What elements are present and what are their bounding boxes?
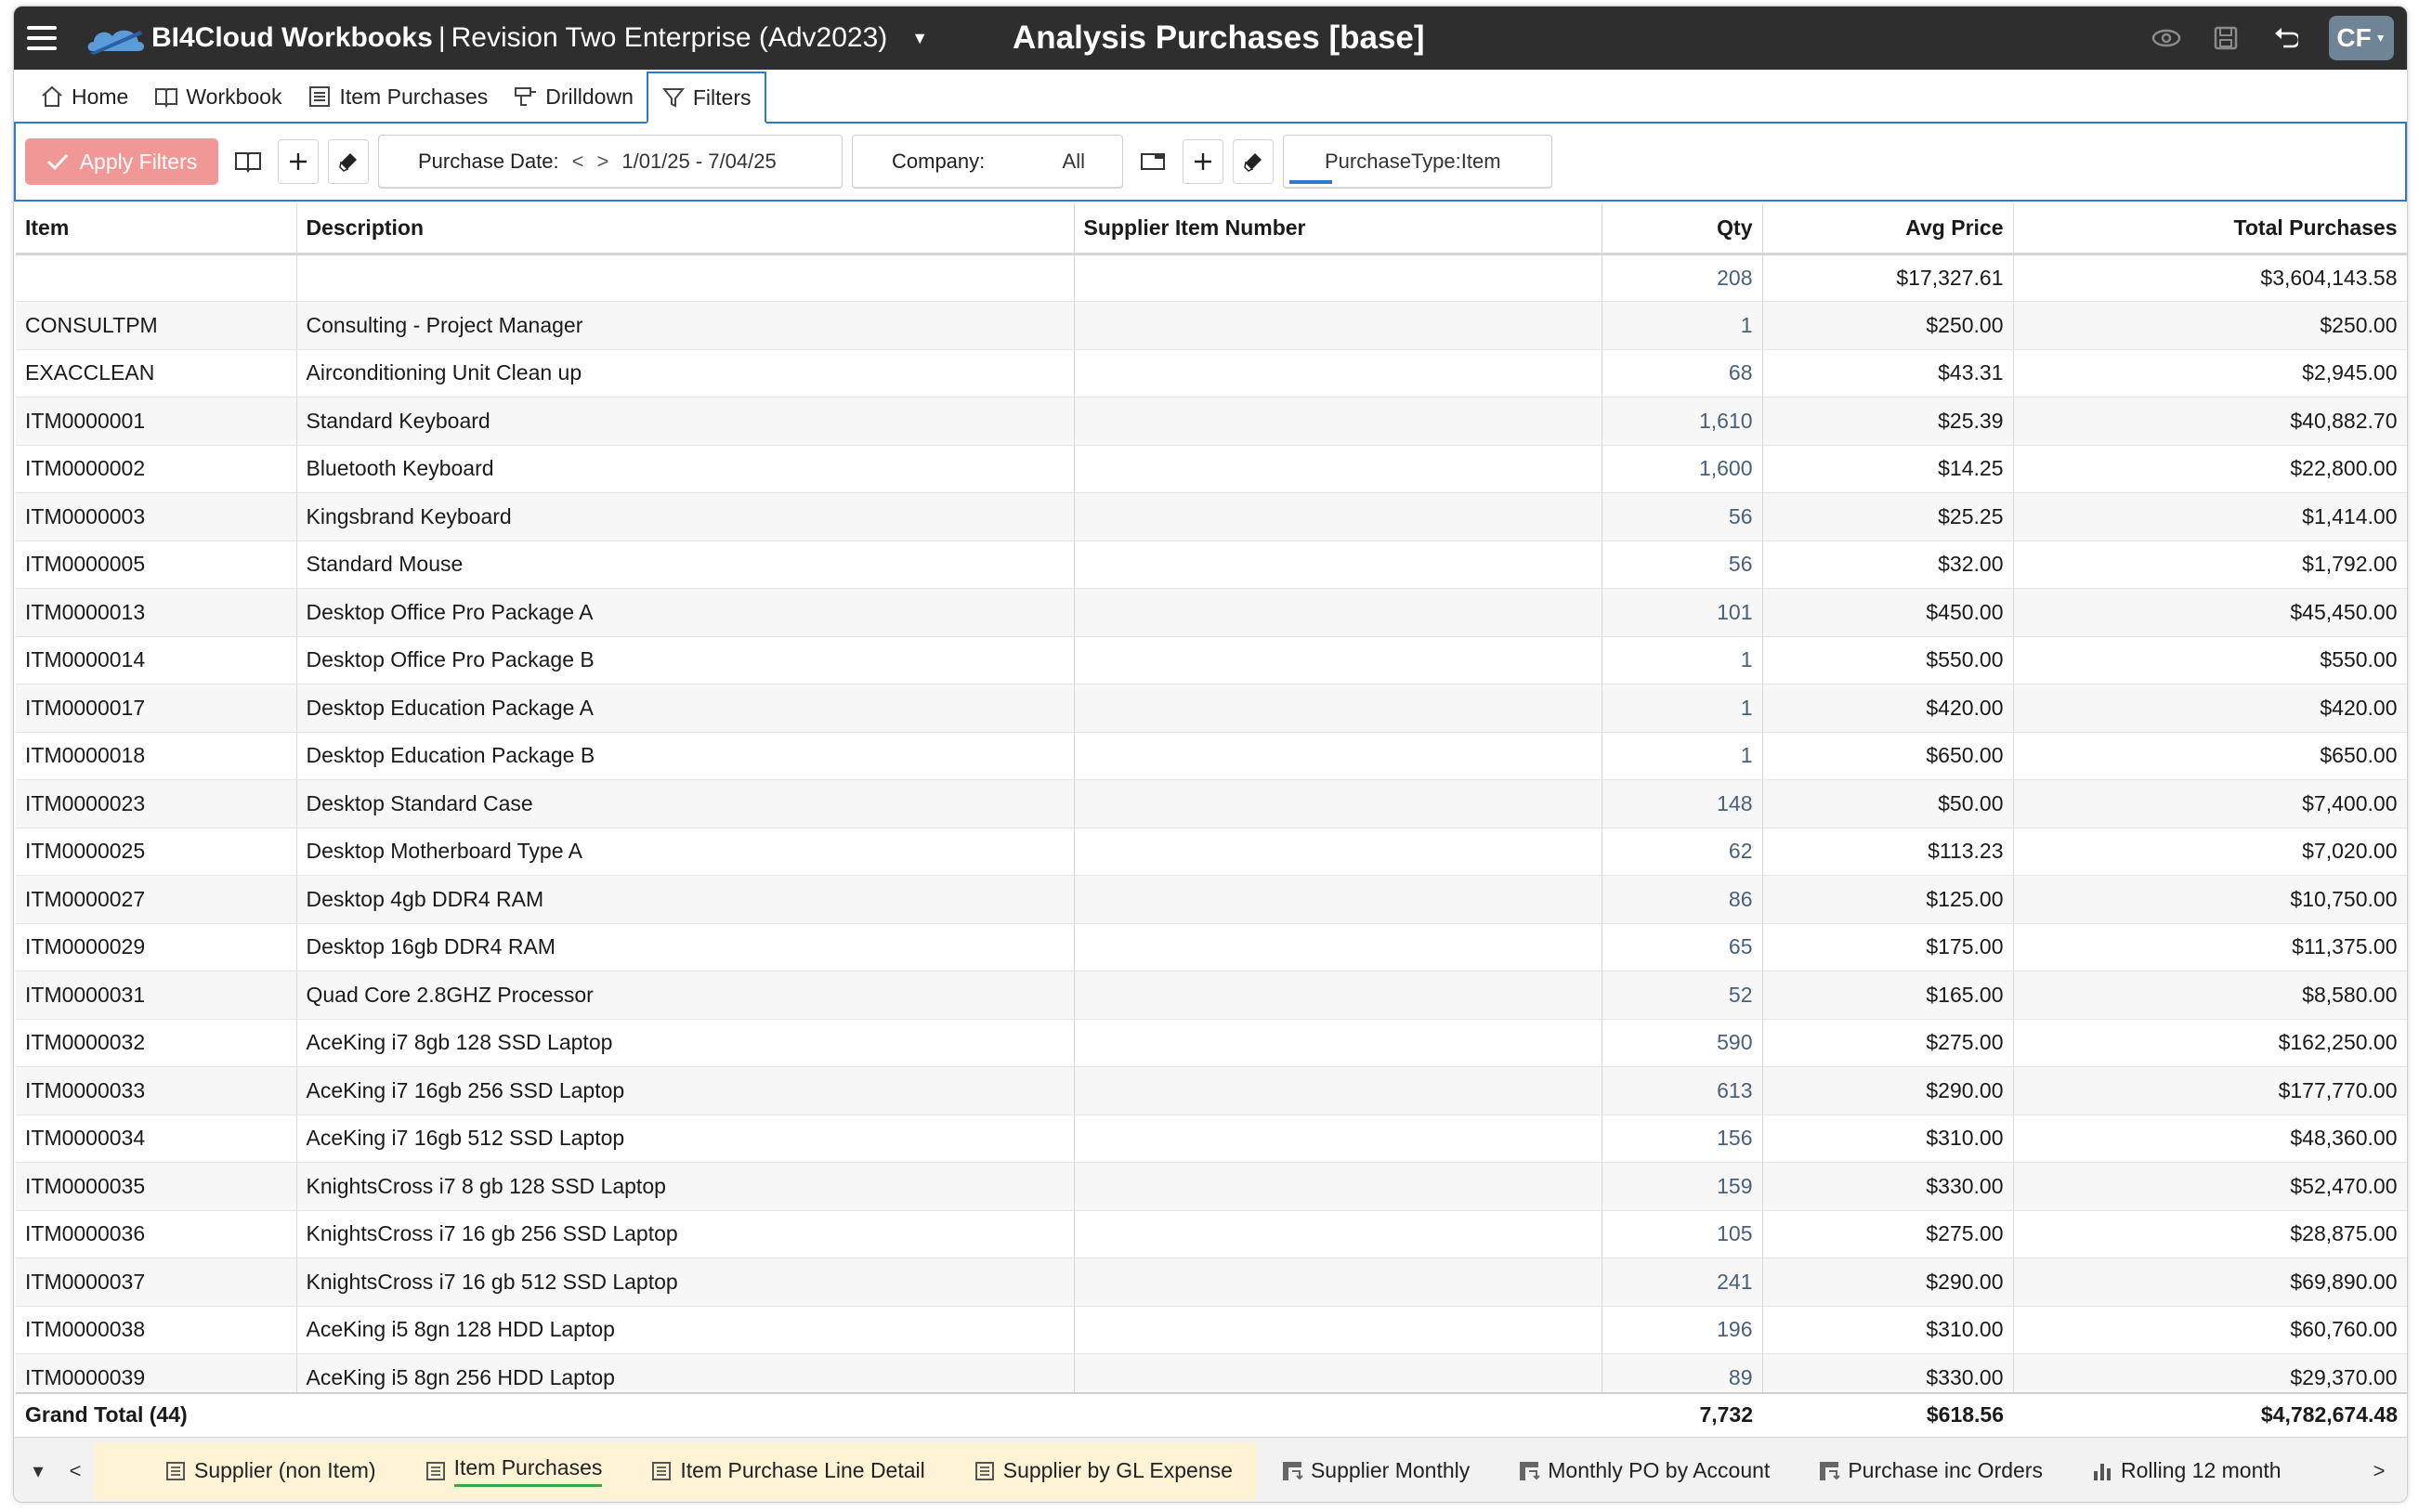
- grand-total-avg-price: $618.56: [1926, 1401, 2004, 1427]
- page-title: Analysis Purchases [base]: [1013, 20, 1425, 56]
- book-filter-button[interactable]: [228, 139, 268, 184]
- menu-workbook-label: Workbook: [186, 84, 282, 109]
- cell-qty: 1,600: [1602, 445, 1762, 493]
- cell-description: KnightsCross i7 16 gb 512 SSD Laptop: [296, 1258, 1074, 1307]
- cell-total-purchases: $1,792.00: [2013, 541, 2407, 589]
- add-filter-button-2[interactable]: [1183, 139, 1223, 184]
- cell-avg-price: $330.00: [1762, 1354, 2013, 1402]
- cell-description: KnightsCross i7 8 gb 128 SSD Laptop: [296, 1163, 1074, 1211]
- cell-description: AceKing i5 8gn 128 HDD Laptop: [296, 1306, 1074, 1354]
- grand-total-row: [16, 1394, 2407, 1435]
- clear-filter-button-2[interactable]: [1233, 139, 1274, 184]
- cell-item: ITM0000005: [16, 541, 296, 589]
- tab-supplier-by-gl-expense[interactable]: [949, 1442, 1257, 1500]
- tab-label: Item Purchase Line Detail: [680, 1458, 925, 1482]
- cell-avg-price: $650.00: [1762, 732, 2013, 780]
- table-row[interactable]: [16, 589, 2407, 637]
- cell-description: AceKing i5 8gn 256 HDD Laptop: [296, 1354, 1074, 1402]
- cell-qty: 1: [1602, 732, 1762, 780]
- sheet-icon: [307, 85, 332, 109]
- cell-item: ITM0000037: [16, 1258, 296, 1307]
- cell-total-purchases: $69,890.00: [2013, 1258, 2407, 1307]
- cell-supplier-item-number: [1074, 1114, 1602, 1163]
- cell-qty: 613: [1602, 1067, 1762, 1115]
- cell-total-purchases: $650.00: [2013, 732, 2407, 780]
- filter-icon: [661, 85, 686, 110]
- tab-spacer: [94, 1442, 140, 1500]
- grand-total-total: $4,782,674.48: [2260, 1401, 2398, 1427]
- cell-description: Standard Keyboard: [296, 398, 1074, 446]
- table-row[interactable]: [16, 828, 2407, 876]
- eraser-icon: [1242, 150, 1264, 173]
- cell-qty: 86: [1602, 876, 1762, 924]
- cell-qty: 52: [1602, 971, 1762, 1020]
- cell-qty: 1: [1602, 636, 1762, 684]
- cell-qty: 101: [1602, 589, 1762, 637]
- cell-qty: 56: [1602, 541, 1762, 589]
- cell-supplier-item-number: [1074, 923, 1602, 971]
- tab-scroll-right-icon[interactable]: >: [2373, 1458, 2386, 1482]
- cell-total-purchases: $1,414.00: [2013, 493, 2407, 541]
- chevron-right-icon[interactable]: >: [596, 150, 609, 173]
- cell-total-purchases: $250.00: [2013, 302, 2407, 350]
- cell-total-purchases: $52,470.00: [2013, 1163, 2407, 1211]
- grand-total-bar: [16, 1392, 2407, 1435]
- cell-item: ITM0000003: [16, 493, 296, 541]
- cell-avg-price: $175.00: [1762, 923, 2013, 971]
- cell-description: AceKing i7 8gb 128 SSD Laptop: [296, 1019, 1074, 1067]
- pivot-icon: [1281, 1460, 1303, 1482]
- cell-total-purchases: $29,370.00: [2013, 1354, 2407, 1402]
- cell-supplier-item-number: [1074, 636, 1602, 684]
- table-row[interactable]: [16, 971, 2407, 1020]
- sheet-icon: [650, 1460, 673, 1482]
- cell-item: ITM0000014: [16, 636, 296, 684]
- table-header-row: [16, 203, 2407, 254]
- cell-item: ITM0000017: [16, 684, 296, 733]
- cell-description: Desktop Motherboard Type A: [296, 828, 1074, 876]
- bar-chart-icon: [2091, 1460, 2113, 1482]
- tab-label: Purchase inc Orders: [1848, 1458, 2043, 1482]
- summary-row: [16, 254, 2407, 302]
- cell-avg-price: $165.00: [1762, 971, 2013, 1020]
- cell-total-purchases: $7,020.00: [2013, 828, 2407, 876]
- cell-supplier-item-number: [1074, 828, 1602, 876]
- summary-avg-price: $17,327.61: [1762, 254, 2013, 302]
- column-header-supplier-item-number[interactable]: Supplier Item Number: [1074, 203, 1602, 254]
- cell-supplier-item-number: [1074, 445, 1602, 493]
- cell-description: AceKing i7 16gb 256 SSD Laptop: [296, 1067, 1074, 1115]
- title-separator: |: [438, 22, 446, 53]
- table-row[interactable]: [16, 732, 2407, 780]
- company-label: Company:: [892, 150, 986, 173]
- cell-description: Airconditioning Unit Clean up: [296, 349, 1074, 398]
- cell-description: Kingsbrand Keyboard: [296, 493, 1074, 541]
- tab-supplier-monthly[interactable]: [1257, 1442, 1494, 1500]
- cell-qty: 159: [1602, 1163, 1762, 1211]
- cell-total-purchases: $48,360.00: [2013, 1114, 2407, 1163]
- table-row[interactable]: [16, 684, 2407, 733]
- cell-qty: 590: [1602, 1019, 1762, 1067]
- purchase-date-value: 1/01/25 - 7/04/25: [621, 150, 777, 173]
- table-row[interactable]: [16, 1163, 2407, 1211]
- cell-supplier-item-number: [1074, 493, 1602, 541]
- cell-qty: 62: [1602, 828, 1762, 876]
- cell-total-purchases: $8,580.00: [2013, 971, 2407, 1020]
- tab-label: Rolling 12 month: [2120, 1458, 2282, 1482]
- cell-description: Desktop 16gb DDR4 RAM: [296, 923, 1074, 971]
- cell-avg-price: $290.00: [1762, 1258, 2013, 1307]
- plus-icon: [288, 151, 308, 172]
- tab-purchase-inc-orders[interactable]: [1794, 1442, 2067, 1500]
- company-filter[interactable]: [852, 135, 1123, 189]
- cell-total-purchases: $60,760.00: [2013, 1306, 2407, 1354]
- grand-total-label: Grand Total (44): [25, 1401, 188, 1427]
- cell-item: ITM0000013: [16, 589, 296, 637]
- cell-item: ITM0000034: [16, 1114, 296, 1163]
- grand-total-qty: 7,732: [1699, 1401, 1753, 1427]
- cell-qty: 105: [1602, 1210, 1762, 1258]
- cell-item: ITM0000036: [16, 1210, 296, 1258]
- menu-item-purchases[interactable]: [294, 72, 501, 122]
- eye-icon[interactable]: [2151, 22, 2182, 54]
- cell-supplier-item-number: [1074, 971, 1602, 1020]
- cell-qty: 196: [1602, 1306, 1762, 1354]
- table-row[interactable]: [16, 493, 2407, 541]
- cell-item: ITM0000038: [16, 1306, 296, 1354]
- cell-supplier-item-number: [1074, 1210, 1602, 1258]
- menu-bar: [14, 70, 2407, 124]
- window-icon: [1140, 151, 1166, 172]
- cell-qty: 148: [1602, 780, 1762, 828]
- column-header-description[interactable]: Description: [296, 203, 1074, 254]
- tab-rolling-12-month[interactable]: [2067, 1442, 2306, 1500]
- cell-avg-price: $43.31: [1762, 349, 2013, 398]
- tab-list-dropdown-icon[interactable]: ▾: [33, 1458, 44, 1482]
- tab-supplier-non-item[interactable]: [140, 1442, 400, 1500]
- cell-supplier-item-number: [1074, 302, 1602, 350]
- cell-avg-price: $32.00: [1762, 541, 2013, 589]
- cell-description: Quad Core 2.8GHZ Processor: [296, 971, 1074, 1020]
- table-row[interactable]: [16, 445, 2407, 493]
- table-row[interactable]: [16, 876, 2407, 924]
- cell-supplier-item-number: [1074, 1019, 1602, 1067]
- table-row[interactable]: [16, 1306, 2407, 1354]
- cell-description: Desktop Education Package A: [296, 684, 1074, 733]
- menu-drilldown[interactable]: [501, 72, 647, 122]
- company-value: All: [1062, 150, 1085, 173]
- cell-supplier-item-number: [1074, 1306, 1602, 1354]
- cell-avg-price: $50.00: [1762, 780, 2013, 828]
- cell-description: Desktop Office Pro Package A: [296, 589, 1074, 637]
- cell-item: ITM0000039: [16, 1354, 296, 1402]
- table-row[interactable]: [16, 541, 2407, 589]
- workbook-dropdown-icon[interactable]: ▼: [911, 28, 929, 47]
- tab-item-purchases[interactable]: [400, 1442, 627, 1500]
- chevron-left-icon[interactable]: <: [571, 150, 584, 173]
- filter-bar: [14, 124, 2407, 202]
- column-header-total-purchases[interactable]: Total Purchases: [2013, 203, 2407, 254]
- menu-filters-label: Filters: [692, 85, 752, 110]
- cell-qty: 1: [1602, 684, 1762, 733]
- apply-filters-button[interactable]: Apply Filters: [25, 138, 218, 185]
- table-row[interactable]: [16, 1019, 2407, 1067]
- app-window: [13, 6, 2408, 1503]
- cell-total-purchases: $162,250.00: [2013, 1019, 2407, 1067]
- check-icon: [46, 152, 69, 171]
- tab-label: Monthly PO by Account: [1548, 1458, 1771, 1482]
- cell-item: ITM0000002: [16, 445, 296, 493]
- cell-qty: 56: [1602, 493, 1762, 541]
- cell-description: Bluetooth Keyboard: [296, 445, 1074, 493]
- cell-avg-price: $250.00: [1762, 302, 2013, 350]
- add-filter-button[interactable]: [278, 139, 319, 184]
- cell-supplier-item-number: [1074, 732, 1602, 780]
- purchase-date-label: Purchase Date:: [418, 150, 559, 173]
- table-row[interactable]: [16, 349, 2407, 398]
- tab-item-purchase-line-detail[interactable]: [626, 1442, 948, 1500]
- cell-item: ITM0000023: [16, 780, 296, 828]
- cell-total-purchases: $177,770.00: [2013, 1067, 2407, 1115]
- cell-description: AceKing i7 16gb 512 SSD Laptop: [296, 1114, 1074, 1163]
- cell-qty: 1: [1602, 302, 1762, 350]
- sheet-icon: [425, 1460, 447, 1482]
- cell-item: ITM0000001: [16, 398, 296, 446]
- panel-toggle-button[interactable]: [1132, 139, 1173, 184]
- table-row[interactable]: [16, 1210, 2407, 1258]
- clear-filter-button[interactable]: [328, 139, 369, 184]
- user-avatar[interactable]: CF ▼: [2329, 16, 2394, 60]
- cell-description: Desktop Standard Case: [296, 780, 1074, 828]
- cell-avg-price: $550.00: [1762, 636, 2013, 684]
- cell-qty: 89: [1602, 1354, 1762, 1402]
- purchase-type-filter[interactable]: [1283, 135, 1552, 189]
- purchases-table: [16, 203, 2407, 1402]
- table-row[interactable]: [16, 302, 2407, 350]
- pivot-icon: [1518, 1460, 1540, 1482]
- cell-description: Desktop Office Pro Package B: [296, 636, 1074, 684]
- cell-avg-price: $25.39: [1762, 398, 2013, 446]
- table-row[interactable]: [16, 1258, 2407, 1307]
- menu-workbook[interactable]: [141, 72, 294, 122]
- menu-drilldown-label: Drilldown: [545, 84, 634, 109]
- cell-avg-price: $113.23: [1762, 828, 2013, 876]
- menu-home[interactable]: [27, 72, 141, 122]
- drill-icon: [514, 85, 538, 109]
- cell-qty: 241: [1602, 1258, 1762, 1307]
- cell-total-purchases: $550.00: [2013, 636, 2407, 684]
- cell-total-purchases: $22,800.00: [2013, 445, 2407, 493]
- table-row[interactable]: [16, 923, 2407, 971]
- cell-supplier-item-number: [1074, 1163, 1602, 1211]
- table-row[interactable]: [16, 1067, 2407, 1115]
- cell-avg-price: $310.00: [1762, 1306, 2013, 1354]
- cell-avg-price: $450.00: [1762, 589, 2013, 637]
- save-icon[interactable]: [2210, 22, 2242, 54]
- summary-item-cell: [16, 254, 296, 302]
- tab-label: Supplier by GL Expense: [1002, 1458, 1233, 1482]
- cell-supplier-item-number: [1074, 684, 1602, 733]
- cell-total-purchases: $7,400.00: [2013, 780, 2407, 828]
- cell-item: ITM0000033: [16, 1067, 296, 1115]
- cell-supplier-item-number: [1074, 1067, 1602, 1115]
- cell-total-purchases: $28,875.00: [2013, 1210, 2407, 1258]
- tab-label: Supplier (non Item): [194, 1458, 376, 1482]
- cell-description: Desktop 4gb DDR4 RAM: [296, 876, 1074, 924]
- grand-total-spacer-2: [1074, 1394, 1602, 1435]
- cell-supplier-item-number: [1074, 876, 1602, 924]
- sheet-tab-bar: [14, 1437, 2407, 1503]
- cell-item: ITM0000035: [16, 1163, 296, 1211]
- cell-item: ITM0000018: [16, 732, 296, 780]
- cell-item: ITM0000032: [16, 1019, 296, 1067]
- workbook-subtitle: Revision Two Enterprise (Adv2023): [451, 22, 888, 53]
- sheet-icon: [974, 1460, 996, 1482]
- cell-description: Standard Mouse: [296, 541, 1074, 589]
- cell-total-purchases: $10,750.00: [2013, 876, 2407, 924]
- cell-item: ITM0000027: [16, 876, 296, 924]
- table-row[interactable]: [16, 780, 2407, 828]
- tab-monthly-po-by-account[interactable]: [1494, 1442, 1794, 1500]
- purchase-date-filter[interactable]: [378, 135, 843, 189]
- cell-supplier-item-number: [1074, 398, 1602, 446]
- summary-description-cell: [296, 254, 1074, 302]
- menu-filters[interactable]: [647, 72, 766, 124]
- purchase-type-indicator: [1289, 180, 1332, 184]
- cell-avg-price: $275.00: [1762, 1019, 2013, 1067]
- cell-total-purchases: $2,945.00: [2013, 349, 2407, 398]
- cloud-logo-icon: [85, 20, 146, 57]
- cell-avg-price: $290.00: [1762, 1067, 2013, 1115]
- cell-supplier-item-number: [1074, 349, 1602, 398]
- cell-avg-price: $420.00: [1762, 684, 2013, 733]
- cell-description: Consulting - Project Manager: [296, 302, 1074, 350]
- cell-qty: 156: [1602, 1114, 1762, 1163]
- summary-qty: 208: [1602, 254, 1762, 302]
- pivot-icon: [1818, 1460, 1840, 1482]
- summary-total: $3,604,143.58: [2013, 254, 2407, 302]
- tab-label: Item Purchases: [454, 1455, 603, 1487]
- cell-description: KnightsCross i7 16 gb 256 SSD Laptop: [296, 1210, 1074, 1258]
- cell-supplier-item-number: [1074, 541, 1602, 589]
- table-row[interactable]: [16, 1114, 2407, 1163]
- menu-home-label: Home: [72, 84, 129, 109]
- cell-supplier-item-number: [1074, 780, 1602, 828]
- grand-total-spacer-1: [296, 1394, 1074, 1435]
- cell-avg-price: $25.25: [1762, 493, 2013, 541]
- cell-total-purchases: $420.00: [2013, 684, 2407, 733]
- column-header-item[interactable]: Item: [16, 203, 296, 254]
- cell-item: EXACCLEAN: [16, 349, 296, 398]
- cell-total-purchases: $45,450.00: [2013, 589, 2407, 637]
- column-header-qty[interactable]: Qty: [1602, 203, 1762, 254]
- cell-avg-price: $310.00: [1762, 1114, 2013, 1163]
- home-icon: [40, 85, 64, 109]
- hamburger-menu-icon[interactable]: [27, 26, 57, 50]
- book-icon: [154, 85, 178, 109]
- cell-avg-price: $14.25: [1762, 445, 2013, 493]
- cell-item: ITM0000031: [16, 971, 296, 1020]
- tab-scroll-left-icon[interactable]: <: [69, 1458, 82, 1482]
- column-header-avg-price[interactable]: Avg Price: [1762, 203, 2013, 254]
- plus-icon: [1193, 151, 1213, 172]
- brand-name: BI4Cloud Workbooks: [151, 22, 433, 53]
- cell-description: Desktop Education Package B: [296, 732, 1074, 780]
- cell-avg-price: $125.00: [1762, 876, 2013, 924]
- menu-item-purchases-label: Item Purchases: [339, 84, 489, 109]
- undo-icon[interactable]: [2269, 22, 2301, 54]
- cell-item: CONSULTPM: [16, 302, 296, 350]
- cell-qty: 65: [1602, 923, 1762, 971]
- cell-item: ITM0000025: [16, 828, 296, 876]
- top-bar: [14, 7, 2407, 70]
- purchase-type-value: PurchaseType:Item: [1325, 150, 1501, 173]
- eraser-icon: [337, 150, 360, 173]
- table-row[interactable]: [16, 636, 2407, 684]
- cell-qty: 1,610: [1602, 398, 1762, 446]
- cell-avg-price: $330.00: [1762, 1163, 2013, 1211]
- cell-supplier-item-number: [1074, 589, 1602, 637]
- cell-total-purchases: $11,375.00: [2013, 923, 2407, 971]
- book-icon: [234, 150, 262, 173]
- cell-total-purchases: $40,882.70: [2013, 398, 2407, 446]
- cell-qty: 68: [1602, 349, 1762, 398]
- table-row[interactable]: [16, 398, 2407, 446]
- sheet-icon: [164, 1460, 187, 1482]
- tab-label: Supplier Monthly: [1310, 1458, 1471, 1482]
- cell-avg-price: $275.00: [1762, 1210, 2013, 1258]
- summary-supplier-cell: [1074, 254, 1602, 302]
- cell-item: ITM0000029: [16, 923, 296, 971]
- cell-supplier-item-number: [1074, 1258, 1602, 1307]
